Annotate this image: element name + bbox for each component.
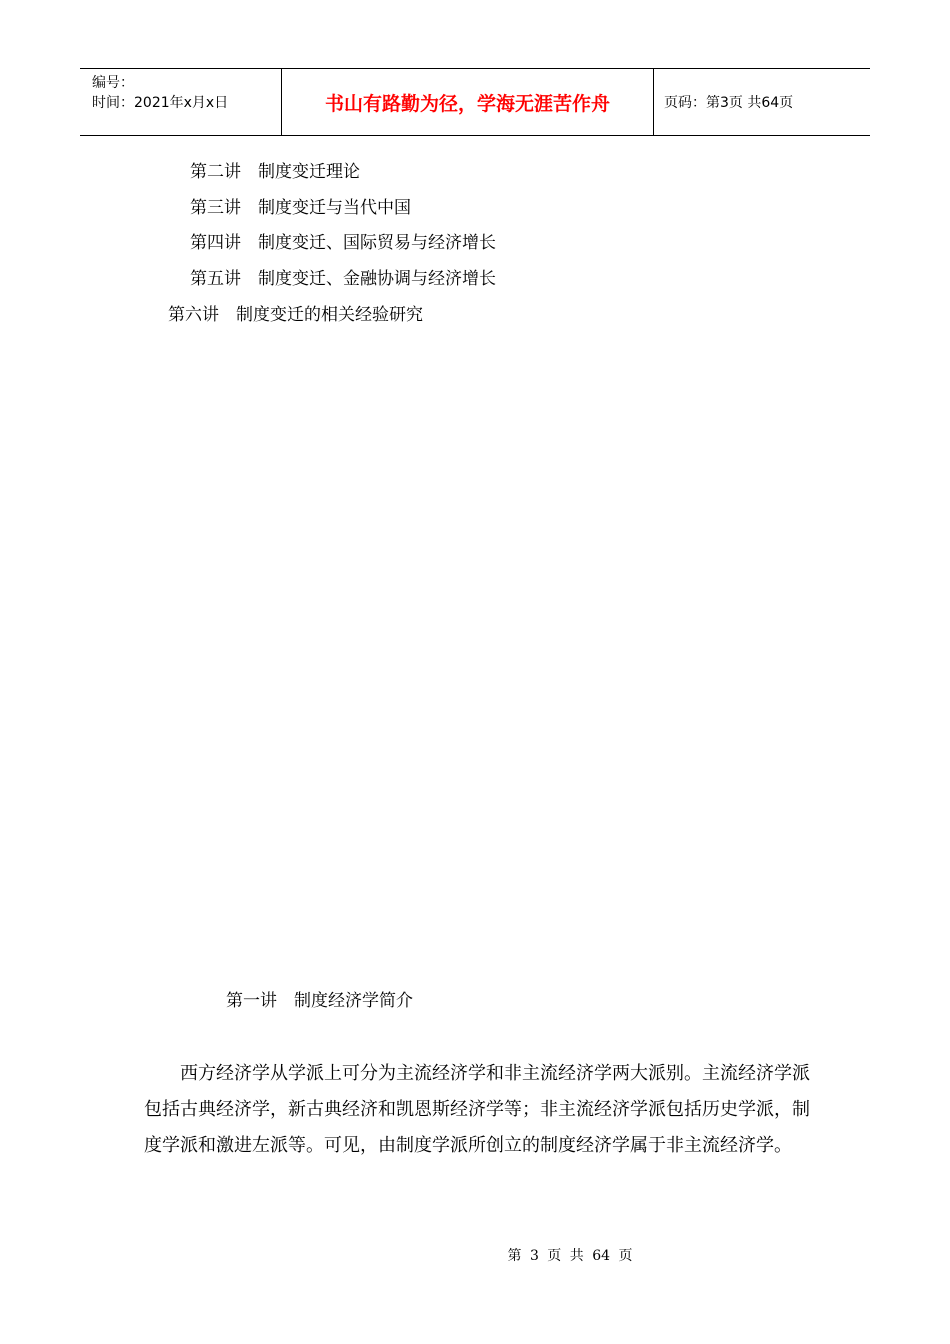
toc-item-2: 第二讲 制度变迁理论 — [190, 162, 360, 182]
section-title: 第一讲 制度经济学简介 — [226, 991, 413, 1011]
page-header — [80, 68, 870, 136]
header-page-info: 页码：第3页 共64页 — [664, 95, 794, 111]
toc-item-6: 第六讲 制度变迁的相关经验研究 — [168, 305, 423, 325]
toc-item-3: 第三讲 制度变迁与当代中国 — [190, 198, 411, 218]
toc-item-5: 第五讲 制度变迁、金融协调与经济增长 — [190, 269, 496, 289]
header-motto: 书山有路勤为径，学海无涯苦作舟 — [282, 69, 654, 135]
time-label: 时间：2021年x月x日 — [92, 95, 229, 111]
page-footer: 第 3 页 共 64 页 — [507, 1248, 633, 1264]
body-paragraph: 西方经济学从学派上可分为主流经济学和非主流经济学两大派别。主流经济学派包括古典经济学，新古典经济和凯恩斯经济学等；非主流经济学派包括历史学派，制度学派和激进左派等。可见，由制度学派所创立的制度经济学属于非主流经济学。 — [144, 1063, 810, 1156]
number-label: 编号： — [92, 75, 134, 91]
header-meta — [80, 69, 282, 135]
toc-item-4: 第四讲 制度变迁、国际贸易与经济增长 — [190, 233, 496, 253]
